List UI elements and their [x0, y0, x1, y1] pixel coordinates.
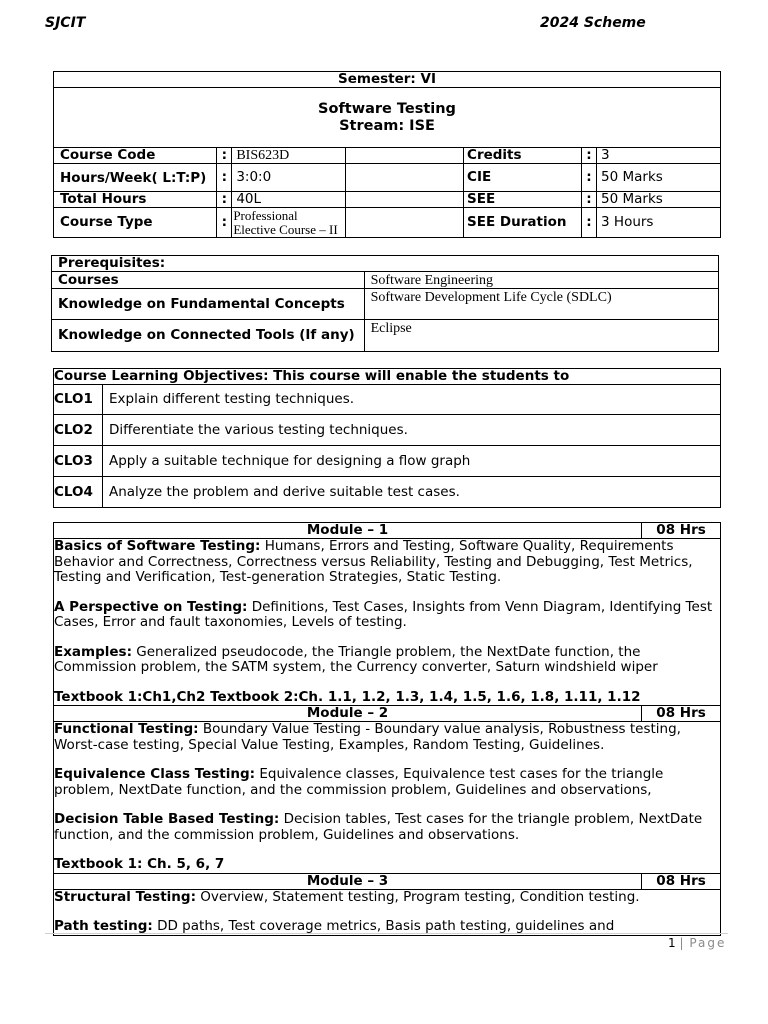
module-header-row	[54, 873, 721, 889]
topic-heading: Textbook 1:Ch1,Ch2 Textbook 2:Ch. 1.1, 1.2, 1.3, 1.4, 1.5, 1.6, 1.8, 1.11, 1.12	[54, 688, 641, 705]
cie-value: 50 Marks	[597, 164, 721, 192]
module-body-row	[54, 889, 721, 935]
module-paragraph	[54, 857, 720, 873]
course-title: Software Testing	[318, 100, 456, 117]
page-separator: |	[679, 936, 686, 950]
objective-row	[54, 415, 721, 446]
module-paragraph	[54, 722, 720, 753]
objective-text: Analyze the problem and derive suitable test cases.	[102, 477, 720, 508]
objective-row	[54, 385, 721, 415]
topic-text: Boundary Value Testing - Boundary value analysis, Robustness testing, Worst-case testing, Special Value Testing, Examples, Random Testing, Guidelines.	[54, 721, 681, 753]
prerequisite-value: Software Engineering	[364, 272, 718, 289]
course-info-table	[53, 71, 721, 238]
prerequisites-heading: Prerequisites:	[52, 256, 719, 272]
prerequisite-value: Software Development Life Cycle (SDLC)	[364, 289, 718, 320]
module-header-row	[54, 523, 721, 539]
prerequisite-row	[52, 289, 719, 320]
topic-heading: Decision Table Based Testing:	[54, 811, 280, 827]
topic-heading: Functional Testing:	[54, 721, 199, 737]
colon: :	[581, 164, 596, 192]
module-header-row	[54, 706, 721, 722]
course-stream: Stream: ISE	[339, 117, 435, 134]
row-label: Credits	[464, 148, 582, 164]
modules-body	[54, 523, 721, 936]
module-title: Module – 1	[54, 523, 642, 539]
module-paragraph	[54, 645, 720, 676]
empty-cell	[346, 208, 464, 238]
prerequisites-table	[51, 255, 719, 352]
module-hours: 08 Hrs	[642, 706, 721, 722]
objective-row	[54, 477, 721, 508]
institution-name: SJCIT	[45, 15, 86, 31]
see-value: 50 Marks	[597, 192, 721, 208]
module-hours: 08 Hrs	[642, 523, 721, 539]
colon: :	[581, 148, 596, 164]
footer-divider	[45, 933, 728, 934]
module-hours: 08 Hrs	[642, 873, 721, 889]
row-label: Course Code	[54, 148, 217, 164]
see-duration-value: 3 Hours	[597, 208, 721, 238]
course-type-value: Professional Elective Course – II	[232, 208, 346, 238]
objectives-table	[53, 368, 721, 508]
module-paragraph	[54, 767, 720, 798]
module-content	[54, 539, 721, 706]
empty-cell	[346, 148, 464, 164]
objective-row	[54, 446, 721, 477]
topic-text: Definitions, Test Cases, Insights from Venn Diagram, Identifying Test Cases, Error and fault taxonomies, Levels of testing.	[54, 598, 713, 630]
module-title: Module – 2	[54, 706, 642, 722]
credits-value: 3	[597, 148, 721, 164]
objective-code: CLO3	[54, 446, 103, 477]
topic-text: Decision tables, Test cases for the triangle problem, NextDate function, and the commission problem, Guidelines and observations.	[54, 811, 703, 843]
empty-cell	[346, 164, 464, 192]
topic-heading: A Perspective on Testing:	[54, 598, 248, 615]
topic-text: Humans, Errors and Testing, Software Quality, Requirements Behavior and Correctness, Correctness versus Reliability, Testing and Debugging, Test Metrics, Testing and Verification, Test-generation Strategies, Static Testing.	[54, 538, 693, 585]
modules-table	[53, 522, 721, 936]
objective-code: CLO2	[54, 415, 103, 446]
module-content	[54, 722, 721, 874]
module-body-row	[54, 722, 721, 874]
objective-text: Explain different testing techniques.	[102, 385, 720, 415]
hours-week-value: 3:0:0	[232, 164, 346, 192]
semester-label: Semester: VI	[54, 72, 721, 88]
topic-text: Equivalence classes, Equivalence test cases for the triangle problem, NextDate function, and the commission problem, Guidelines and observations,	[54, 766, 664, 798]
objective-code: CLO1	[54, 385, 103, 415]
colon: :	[217, 208, 232, 238]
topic-heading: Textbook 1: Ch. 5, 6, 7	[54, 856, 225, 872]
colon: :	[217, 192, 232, 208]
total-hours-value: 40L	[232, 192, 346, 208]
topic-heading: Path testing:	[54, 918, 153, 934]
topic-heading: Structural Testing:	[54, 888, 196, 905]
prerequisite-label: Knowledge on Fundamental Concepts	[52, 289, 365, 320]
page-number: 1	[668, 936, 676, 950]
topic-heading: Basics of Software Testing:	[54, 538, 261, 554]
objective-code: CLO4	[54, 477, 103, 508]
course-row	[54, 208, 721, 238]
prerequisite-value: Eclipse	[364, 320, 718, 352]
objective-text: Differentiate the various testing techniques.	[102, 415, 720, 446]
module-paragraph	[54, 890, 720, 906]
prerequisite-row	[52, 272, 719, 289]
module-paragraph	[54, 539, 720, 586]
topic-heading: Equivalence Class Testing:	[54, 766, 256, 782]
colon: :	[581, 208, 596, 238]
row-label: SEE	[464, 192, 582, 208]
module-paragraph	[54, 600, 720, 631]
row-label: SEE Duration	[464, 208, 582, 238]
course-code-value: BIS623D	[232, 148, 346, 164]
colon: :	[581, 192, 596, 208]
colon: :	[217, 164, 232, 192]
topic-heading: Examples:	[54, 643, 132, 660]
course-row	[54, 192, 721, 208]
module-title: Module – 3	[54, 873, 642, 889]
course-row	[54, 148, 721, 164]
prerequisite-label: Knowledge on Connected Tools (If any)	[52, 320, 365, 352]
topic-text: Overview, Statement testing, Program testing, Condition testing.	[195, 888, 640, 905]
module-paragraph	[54, 812, 720, 843]
course-title-cell	[54, 88, 721, 148]
scheme-label: 2024 Scheme	[540, 15, 646, 31]
topic-text: Generalized pseudocode, the Triangle problem, the NextDate function, the Commission problem, the SATM system, the Currency converter, Saturn windshield wiper	[54, 643, 658, 675]
row-label: Total Hours	[54, 192, 217, 208]
course-row	[54, 164, 721, 192]
prerequisite-label: Courses	[52, 272, 365, 289]
objective-text: Apply a suitable technique for designing a flow graph	[102, 446, 720, 477]
row-label: Hours/Week( L:T:P)	[54, 164, 217, 192]
empty-cell	[346, 192, 464, 208]
page-footer	[668, 936, 726, 950]
row-label: Course Type	[54, 208, 217, 238]
module-content	[54, 889, 721, 935]
row-label: CIE	[464, 164, 582, 192]
objectives-heading: Course Learning Objectives: This course will enable the students to	[54, 369, 721, 385]
topic-text: DD paths, Test coverage metrics, Basis path testing, guidelines and	[152, 918, 615, 934]
module-paragraph	[54, 690, 720, 706]
page-label: Page	[689, 936, 727, 950]
prerequisite-row	[52, 320, 719, 352]
module-body-row	[54, 539, 721, 706]
colon: :	[217, 148, 232, 164]
